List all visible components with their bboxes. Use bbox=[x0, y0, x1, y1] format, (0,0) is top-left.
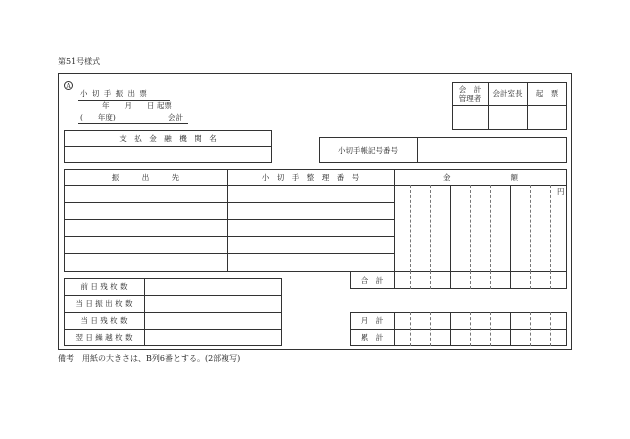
sum-digit-1 bbox=[410, 271, 411, 289]
mc-digit-4 bbox=[470, 312, 471, 346]
sum-label: 合 計 bbox=[360, 275, 384, 285]
sum-digit-3 bbox=[450, 271, 451, 289]
today-remaining-label: 当 日 残 枚 数 bbox=[80, 316, 128, 325]
digit-line-8 bbox=[550, 185, 551, 272]
digit-line-4 bbox=[470, 185, 471, 272]
mc-digit-3 bbox=[450, 312, 451, 346]
approval-chief-label: 会計室長 bbox=[492, 89, 523, 98]
mc-divider bbox=[394, 312, 395, 346]
digit-solid-1 bbox=[450, 185, 451, 272]
checkbook-number-field[interactable] bbox=[417, 137, 567, 163]
yen-unit-label: 円 bbox=[557, 187, 565, 196]
form-title: 小 切 手 振 出 票 bbox=[80, 89, 148, 98]
fiscal-underline bbox=[78, 123, 188, 124]
payee-header: 振 出 先 bbox=[111, 172, 180, 182]
sum-divider bbox=[394, 271, 395, 289]
today-issued-label: 当 日 振 出 枚 数 bbox=[75, 299, 133, 308]
sum-digit-8 bbox=[550, 271, 551, 289]
digit-line-2 bbox=[430, 185, 431, 272]
approval-drafter-label: 起 票 bbox=[535, 89, 559, 98]
mc-digit-8 bbox=[550, 312, 551, 346]
checkbook-label: 小切手帳記号番号 bbox=[338, 145, 398, 155]
check-number-header: 小 切 手 整 理 番 号 bbox=[261, 172, 360, 182]
count-divider bbox=[144, 278, 145, 346]
mc-digit-7 bbox=[530, 312, 531, 346]
sum-digit-6 bbox=[510, 271, 511, 289]
amount-header: 金 額 bbox=[443, 172, 518, 182]
approval-accountant-label: 会 計 管理者 bbox=[458, 84, 482, 103]
mc-digit-5 bbox=[490, 312, 491, 346]
payer-bank-header: 支 払 金 融 機 関 名 bbox=[119, 133, 217, 143]
row-line-3 bbox=[64, 236, 395, 237]
form-number: 第51号様式 bbox=[58, 57, 101, 66]
prev-day-remaining-label: 前 日 残 枚 数 bbox=[80, 282, 128, 291]
cumulative-total-label: 累 計 bbox=[360, 333, 384, 342]
next-day-carry-label: 翌 日 繰 越 枚 数 bbox=[75, 333, 133, 342]
circled-mark-icon: A bbox=[64, 81, 73, 90]
approval-divider bbox=[452, 105, 567, 106]
footnote: 備考 用紙の大きさは、B列6番とする。(2部複写) bbox=[58, 354, 241, 363]
row-line-1 bbox=[64, 202, 395, 203]
monthly-total-label: 月 計 bbox=[360, 316, 384, 325]
mc-digit-1 bbox=[410, 312, 411, 346]
mc-digit-2 bbox=[430, 312, 431, 346]
main-header-line bbox=[64, 185, 567, 186]
digit-line-5 bbox=[490, 185, 491, 272]
issue-date-line: 年 月 日 起票 bbox=[102, 101, 172, 110]
sum-digit-7 bbox=[530, 271, 531, 289]
sum-digit-4 bbox=[470, 271, 471, 289]
row-line-4 bbox=[64, 253, 395, 254]
sum-digit-5 bbox=[490, 271, 491, 289]
digit-line-1 bbox=[410, 185, 411, 272]
row-line-2 bbox=[64, 219, 395, 220]
payer-bank-field[interactable] bbox=[64, 146, 272, 163]
fiscal-year-label: ( 年度) bbox=[80, 113, 116, 122]
mc-digit-6 bbox=[510, 312, 511, 346]
digit-line-7 bbox=[530, 185, 531, 272]
sum-digit-2 bbox=[430, 271, 431, 289]
digit-solid-2 bbox=[510, 185, 511, 272]
account-label: 会計 bbox=[168, 113, 183, 122]
